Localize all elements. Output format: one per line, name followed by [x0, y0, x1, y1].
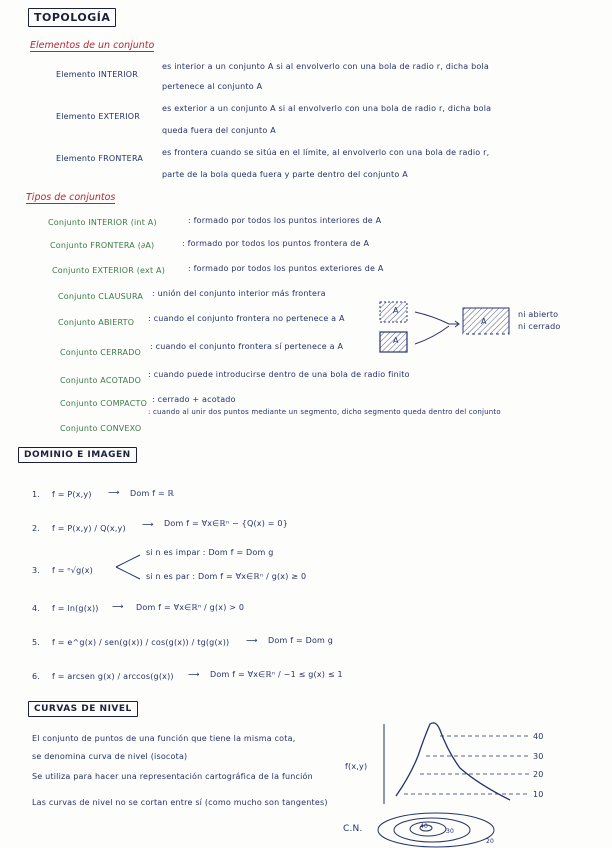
- arrow-4: ⟶: [112, 602, 124, 611]
- dominio-result-1: Dom f = ℝ: [130, 489, 175, 498]
- curvas-line-3: Se utiliza para hacer una representación cartográfica de la función: [32, 772, 313, 781]
- dominio-result-6: Dom f = ∀x∈ℝⁿ / −1 ≤ g(x) ≤ 1: [210, 670, 343, 679]
- tipo-interior-text: : formado por todos los puntos interiores de A: [188, 216, 382, 225]
- tipo-abierto-text: : cuando el conjunto frontera no pertenece a A: [148, 314, 345, 323]
- dominio-expr-5: f = e^g(x) / sen(g(x)) / cos(g(x)) / tg(g(x)): [52, 638, 230, 647]
- tipo-compacto-term: Conjunto COMPACTO: [60, 399, 148, 408]
- diagram-note-ni-abierto: ni abierto: [518, 310, 559, 319]
- dominio-result-3a: si n es impar : Dom f = Dom g: [146, 548, 274, 557]
- elemento-exterior-line1: es exterior a un conjunto A si al envolverlo con una bola de radio r, dicha bola: [162, 104, 492, 113]
- dominio-expr-1: f = P(x,y): [52, 490, 92, 499]
- elemento-interior-term: Elemento INTERIOR: [56, 70, 139, 79]
- tipo-cerrado-text: : cuando el conjunto frontera sí pertenece a A: [150, 342, 344, 351]
- tipo-exterior-term: Conjunto EXTERIOR (ext A): [52, 266, 166, 275]
- curvas-line-1: El conjunto de puntos de una función que tiene la misma cota,: [32, 734, 296, 743]
- level-label-10: 10: [533, 790, 544, 799]
- tipo-convexo-term: Conjunto CONVEXO: [60, 424, 142, 433]
- dominio-expr-2: f = P(x,y) / Q(x,y): [52, 524, 126, 533]
- section-title-curvas: CURVAS DE NIVEL: [28, 701, 138, 717]
- converging-arrow-lines: [415, 312, 449, 344]
- dominio-result-4: Dom f = ∀x∈ℝⁿ / g(x) > 0: [136, 603, 245, 612]
- diagram-label-a-2: A: [393, 336, 399, 345]
- tipo-acotado-text: : cuando puede introducirse dentro de una bola de radio finito: [148, 370, 410, 379]
- cn-label: C.N.: [343, 824, 363, 834]
- surface-sketch: [360, 716, 560, 806]
- dominio-num-5: 5.: [32, 638, 41, 647]
- elemento-frontera-line2: parte de la bola queda fuera y parte dentro del conjunto A: [162, 170, 408, 179]
- dominio-num-4: 4.: [32, 604, 41, 613]
- contour-middle: [394, 818, 470, 842]
- dominio-expr-3: f = ⁿ√g(x): [52, 566, 93, 575]
- tipo-clausura-term: Conjunto CLAUSURA: [58, 292, 144, 301]
- tipo-abierto-term: Conjunto ABIERTO: [58, 318, 135, 327]
- dominio-expr-6: f = arcsen g(x) / arccos(g(x)): [52, 672, 174, 681]
- level-label-40: 40: [533, 732, 544, 741]
- arrow-6: ⟶: [188, 670, 200, 679]
- tipo-acotado-term: Conjunto ACOTADO: [60, 376, 142, 385]
- dominio-num-1: 1.: [32, 490, 41, 499]
- dominio-num-2: 2.: [32, 524, 41, 533]
- arrow-head: [449, 321, 459, 327]
- curvas-line-2: se denomina curva de nivel (isocota): [32, 752, 188, 761]
- abierto-cerrado-diagram: [375, 296, 575, 366]
- contour-label-30: 30: [446, 828, 455, 835]
- tipo-clausura-text: : unión del conjunto interior más frontera: [152, 289, 326, 298]
- dominio-num-3: 3.: [32, 566, 41, 575]
- tipo-compacto-text: : cerrado + acotado: [152, 395, 236, 404]
- arrow-5: ⟶: [246, 636, 258, 645]
- tipo-frontera-term: Conjunto FRONTERA (∂A): [50, 241, 155, 250]
- tipo-convexo-text: : cuando al unir dos puntos mediante un segmento, dicho segmento queda dentro del conjunto: [148, 408, 501, 416]
- arrow-2: ⟶: [142, 520, 154, 529]
- elemento-frontera-term: Elemento FRONTERA: [56, 154, 144, 163]
- contour-map: [376, 806, 516, 848]
- elemento-frontera-line1: es frontera cuando se sitúa en el límite, al envolverlo con una bola de radio r,: [162, 148, 490, 157]
- diagram-label-a-1: A: [393, 306, 399, 315]
- elementos-heading: Elementos de un conjunto: [30, 40, 155, 51]
- elemento-interior-line1: es interior a un conjunto A si al envolverlo con una bola de radio r, dicha bola: [162, 62, 490, 71]
- contour-label-40: 40: [420, 823, 429, 830]
- contour-label-20: 20: [486, 838, 495, 845]
- elemento-exterior-line2: queda fuera del conjunto A: [162, 126, 276, 135]
- dominio-expr-4: f = ln(g(x)): [52, 604, 99, 613]
- tipo-cerrado-term: Conjunto CERRADO: [60, 348, 142, 357]
- diagram-label-a-3: A: [481, 317, 487, 326]
- tipo-interior-term: Conjunto INTERIOR (int A): [48, 218, 157, 227]
- surface-profile-curve: [396, 723, 510, 800]
- curvas-line-4: Las curvas de nivel no se cortan entre sí (como mucho son tangentes): [32, 798, 328, 807]
- branch-arrow-3: [114, 552, 144, 582]
- section-title-dominio: DOMINIO E IMAGEN: [18, 447, 137, 463]
- graph-label-fxy: f(x,y): [345, 762, 368, 771]
- tipo-exterior-text: : formado por todos los puntos exteriores de A: [188, 264, 384, 273]
- dominio-result-3b: si n es par : Dom f = ∀x∈ℝⁿ / g(x) ≥ 0: [146, 572, 307, 581]
- tipo-frontera-text: : formado por todos los puntos frontera de A: [182, 239, 370, 248]
- level-label-20: 20: [533, 770, 544, 779]
- dominio-result-2: Dom f = ∀x∈ℝⁿ − {Q(x) = 0}: [164, 519, 289, 528]
- dominio-num-6: 6.: [32, 672, 41, 681]
- level-label-30: 30: [533, 752, 544, 761]
- section-title-topologia: TOPOLOGÍA: [28, 8, 116, 27]
- elemento-exterior-term: Elemento EXTERIOR: [56, 112, 141, 121]
- tipos-heading: Tipos de conjuntos: [26, 192, 116, 203]
- diagram-note-ni-cerrado: ni cerrado: [518, 322, 561, 331]
- dominio-result-5: Dom f = Dom g: [268, 636, 334, 645]
- arrow-1: ⟶: [108, 488, 120, 497]
- elemento-interior-line2: pertenece al conjunto A: [162, 82, 263, 91]
